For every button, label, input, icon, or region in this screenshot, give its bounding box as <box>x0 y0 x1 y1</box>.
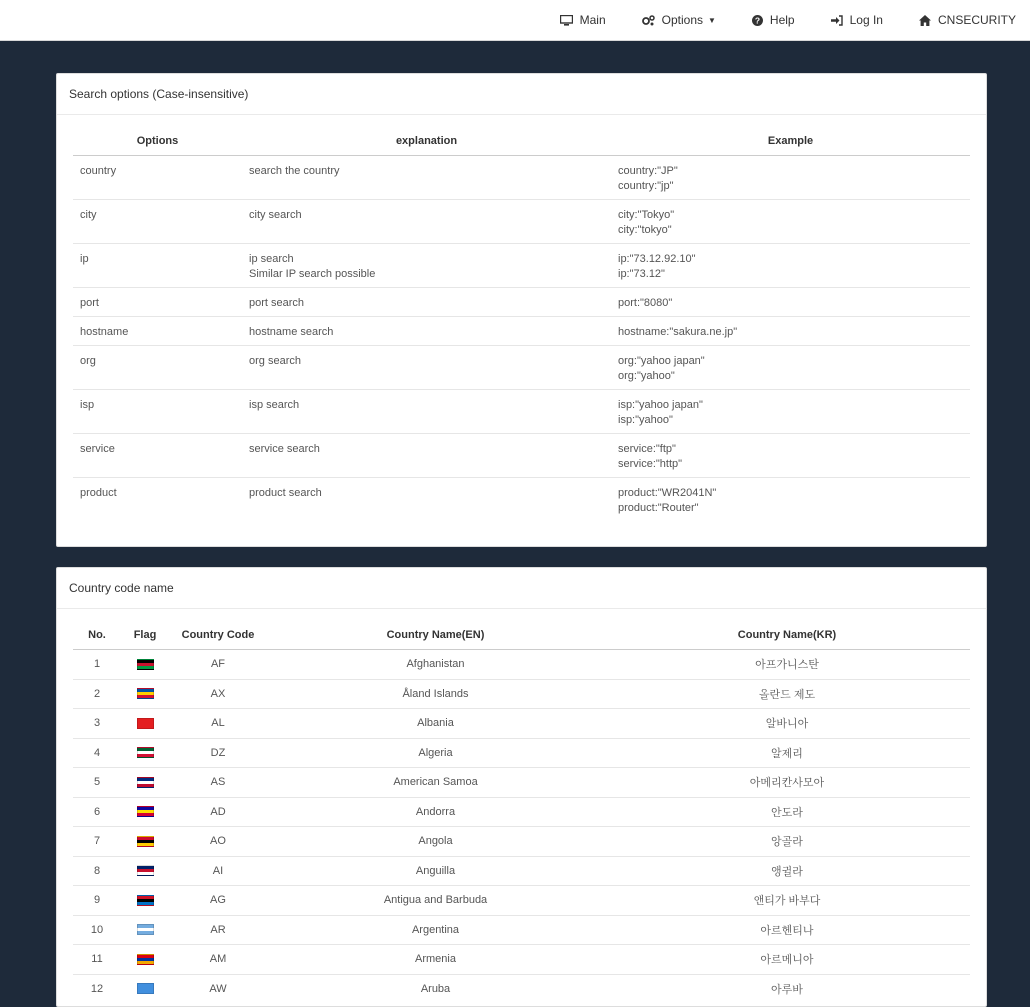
country-name-kr: 아르메니아 <box>604 945 970 975</box>
option-name: country <box>80 165 117 177</box>
country-code: AG <box>169 886 267 916</box>
example-line: city:"Tokyo" <box>618 209 675 221</box>
flag-icon <box>137 895 154 906</box>
example-line: country:"jp" <box>618 180 674 192</box>
country-name-en: Angola <box>267 827 604 857</box>
country-code-header: Country Code <box>169 609 267 650</box>
flag-cell <box>121 679 169 709</box>
search-options-table <box>73 115 970 521</box>
country-name-kr: 앤티가 바부다 <box>604 886 970 916</box>
row-number: 4 <box>73 738 121 768</box>
table-row <box>73 974 970 1003</box>
nav-home-link[interactable] <box>919 13 1016 27</box>
monitor-icon <box>560 15 573 26</box>
example-line: ip:"73.12.92.10" <box>618 253 696 265</box>
example-line: isp:"yahoo japan" <box>618 399 703 411</box>
cogs-icon <box>642 15 655 26</box>
flag-cell <box>121 768 169 798</box>
example-line: product:"Router" <box>618 502 699 514</box>
flag-cell <box>121 945 169 975</box>
row-number: 9 <box>73 886 121 916</box>
table-row <box>73 945 970 975</box>
explanation-line: org search <box>249 355 301 367</box>
table-header-row <box>73 609 970 650</box>
country-name-kr: 안도라 <box>604 797 970 827</box>
row-number: 6 <box>73 797 121 827</box>
row-number: 10 <box>73 915 121 945</box>
country-name-en-header: Country Name(EN) <box>267 609 604 650</box>
explanation-line: hostname search <box>249 326 334 338</box>
table-row <box>73 200 970 244</box>
table-row <box>73 478 970 522</box>
no-header: No. <box>73 609 121 650</box>
country-code-table <box>73 609 970 1003</box>
country-name-kr: 앵귈라 <box>604 856 970 886</box>
option-explanation <box>242 156 611 200</box>
explanation-line: ip search <box>249 253 294 265</box>
explanation-line: product search <box>249 487 322 499</box>
flag-cell <box>121 738 169 768</box>
option-explanation <box>242 478 611 522</box>
example-line: service:"ftp" <box>618 443 676 455</box>
example-line: hostname:"sakura.ne.jp" <box>618 326 738 338</box>
country-name-kr-header: Country Name(KR) <box>604 609 970 650</box>
country-name-en: Algeria <box>267 738 604 768</box>
nav-login-label: Log In <box>849 13 883 27</box>
flag-cell <box>121 797 169 827</box>
table-row <box>73 915 970 945</box>
row-number: 3 <box>73 709 121 739</box>
country-name-kr: 아르헨티나 <box>604 915 970 945</box>
country-name-kr: 알바니아 <box>604 709 970 739</box>
country-name-kr: 올란드 제도 <box>604 679 970 709</box>
table-row <box>73 317 970 346</box>
flag-icon <box>137 865 154 876</box>
flag-icon <box>137 983 154 994</box>
table-row <box>73 244 970 288</box>
row-number: 7 <box>73 827 121 857</box>
flag-icon <box>137 777 154 788</box>
country-code: AO <box>169 827 267 857</box>
nav-options-label: Options <box>661 13 703 27</box>
example-line: port:"8080" <box>618 297 673 309</box>
country-name-kr: 아메리칸사모아 <box>604 768 970 798</box>
question-circle-icon <box>752 15 763 26</box>
option-examples <box>611 434 970 478</box>
nav-main-link[interactable] <box>560 13 606 27</box>
table-row <box>73 288 970 317</box>
option-examples <box>611 200 970 244</box>
option-examples <box>611 156 970 200</box>
option-examples <box>611 244 970 288</box>
nav-main-label: Main <box>579 13 606 27</box>
search-options-title: Search options (Case-insensitive) <box>57 74 986 115</box>
option-examples <box>611 288 970 317</box>
example-line: org:"yahoo japan" <box>618 355 705 367</box>
option-name: org <box>73 346 242 390</box>
flag-cell <box>121 709 169 739</box>
option-explanation <box>242 346 611 390</box>
explanation-line: service search <box>249 443 320 455</box>
country-name-en: Antigua and Barbuda <box>267 886 604 916</box>
table-header-row <box>73 115 970 156</box>
country-code: AM <box>169 945 267 975</box>
flag-cell <box>121 974 169 1003</box>
country-code: DZ <box>169 738 267 768</box>
country-name-kr: 알제리 <box>604 738 970 768</box>
country-name-kr: 앙골라 <box>604 827 970 857</box>
sign-in-icon <box>831 15 843 26</box>
country-code-title: Country code name <box>57 568 986 609</box>
options-header: Options <box>73 115 242 156</box>
flag-cell <box>121 827 169 857</box>
country-name-en: Argentina <box>267 915 604 945</box>
table-row <box>73 797 970 827</box>
table-row <box>73 827 970 857</box>
option-name: ip <box>73 244 242 288</box>
row-number: 8 <box>73 856 121 886</box>
country-code: AR <box>169 915 267 945</box>
country-code: AI <box>169 856 267 886</box>
flag-icon <box>137 718 154 729</box>
country-name-en: Albania <box>267 709 604 739</box>
table-row <box>73 346 970 390</box>
top-navbar <box>0 0 1030 41</box>
option-examples <box>611 317 970 346</box>
example-line: country:"JP" <box>618 165 678 177</box>
country-name-en: Åland Islands <box>267 679 604 709</box>
option-explanation <box>242 317 611 346</box>
flag-icon <box>137 659 154 670</box>
example-line: city:"tokyo" <box>618 224 672 236</box>
option-name: city <box>73 200 242 244</box>
country-name-kr: 아루바 <box>604 974 970 1003</box>
option-examples <box>611 390 970 434</box>
option-explanation <box>242 434 611 478</box>
explanation-line: city search <box>249 209 302 221</box>
country-code-panel <box>56 567 987 1007</box>
row-number: 2 <box>73 679 121 709</box>
row-number: 5 <box>73 768 121 798</box>
country-name-en: Andorra <box>267 797 604 827</box>
row-number: 12 <box>73 974 121 1003</box>
country-name-kr: 아프가니스탄 <box>755 659 819 672</box>
example-line: org:"yahoo" <box>618 370 675 382</box>
explanation-line: isp search <box>249 399 300 411</box>
table-row <box>73 886 970 916</box>
country-name-en: Aruba <box>267 974 604 1003</box>
explanation-line: search the country <box>249 165 340 177</box>
country-name-en: Anguilla <box>267 856 604 886</box>
example-line: ip:"73.12" <box>618 268 665 280</box>
nav-options-dropdown[interactable] <box>642 13 716 27</box>
explanation-header: explanation <box>242 115 611 156</box>
flag-cell <box>121 856 169 886</box>
table-row <box>73 650 970 680</box>
table-row <box>73 679 970 709</box>
nav-menu <box>524 0 1016 40</box>
country-code: AW <box>169 974 267 1003</box>
country-code: AX <box>169 679 267 709</box>
explanation-line: port search <box>249 297 305 309</box>
table-row <box>73 434 970 478</box>
flag-cell <box>121 886 169 916</box>
country-code: AL <box>169 709 267 739</box>
country-code: AS <box>169 768 267 798</box>
explanation-line: Similar IP search possible <box>249 268 376 280</box>
flag-cell <box>121 650 169 680</box>
flag-icon <box>137 688 154 699</box>
flag-header: Flag <box>121 609 169 650</box>
option-examples <box>611 478 970 522</box>
nav-help-label: Help <box>769 13 795 27</box>
example-line: isp:"yahoo" <box>618 414 673 426</box>
home-icon <box>919 15 931 26</box>
option-explanation <box>242 390 611 434</box>
flag-icon <box>137 954 154 965</box>
table-row <box>73 738 970 768</box>
country-name-en: American Samoa <box>267 768 604 798</box>
flag-icon <box>137 747 154 758</box>
option-name: service <box>73 434 242 478</box>
row-number: 11 <box>73 945 121 975</box>
country-name-en: Armenia <box>267 945 604 975</box>
option-name: hostname <box>73 317 242 346</box>
option-explanation <box>242 244 611 288</box>
option-examples <box>611 346 970 390</box>
flag-cell <box>121 915 169 945</box>
country-name-en: Afghanistan <box>406 658 465 671</box>
flag-icon <box>137 924 154 935</box>
table-row <box>73 709 970 739</box>
flag-icon <box>137 806 154 817</box>
svg-text:?: ? <box>754 15 761 26</box>
option-name: port <box>73 288 242 317</box>
table-row <box>73 156 970 200</box>
nav-login-link[interactable] <box>831 13 883 27</box>
row-number: 1 <box>93 658 101 671</box>
country-code: AF <box>210 658 226 671</box>
nav-help-link[interactable] <box>752 13 795 27</box>
search-options-panel <box>56 73 987 547</box>
flag-icon <box>137 836 154 847</box>
caret-down-icon: ▼ <box>708 15 716 25</box>
example-line: service:"http" <box>618 458 683 470</box>
option-name: product <box>73 478 242 522</box>
example-header: Example <box>611 115 970 156</box>
option-explanation <box>242 288 611 317</box>
country-code: AD <box>169 797 267 827</box>
nav-home-label: CNSECURITY <box>937 13 1016 27</box>
table-row <box>73 856 970 886</box>
example-line: product:"WR2041N" <box>618 487 717 499</box>
table-row <box>73 768 970 798</box>
option-explanation <box>242 200 611 244</box>
option-name: isp <box>73 390 242 434</box>
table-row <box>73 390 970 434</box>
